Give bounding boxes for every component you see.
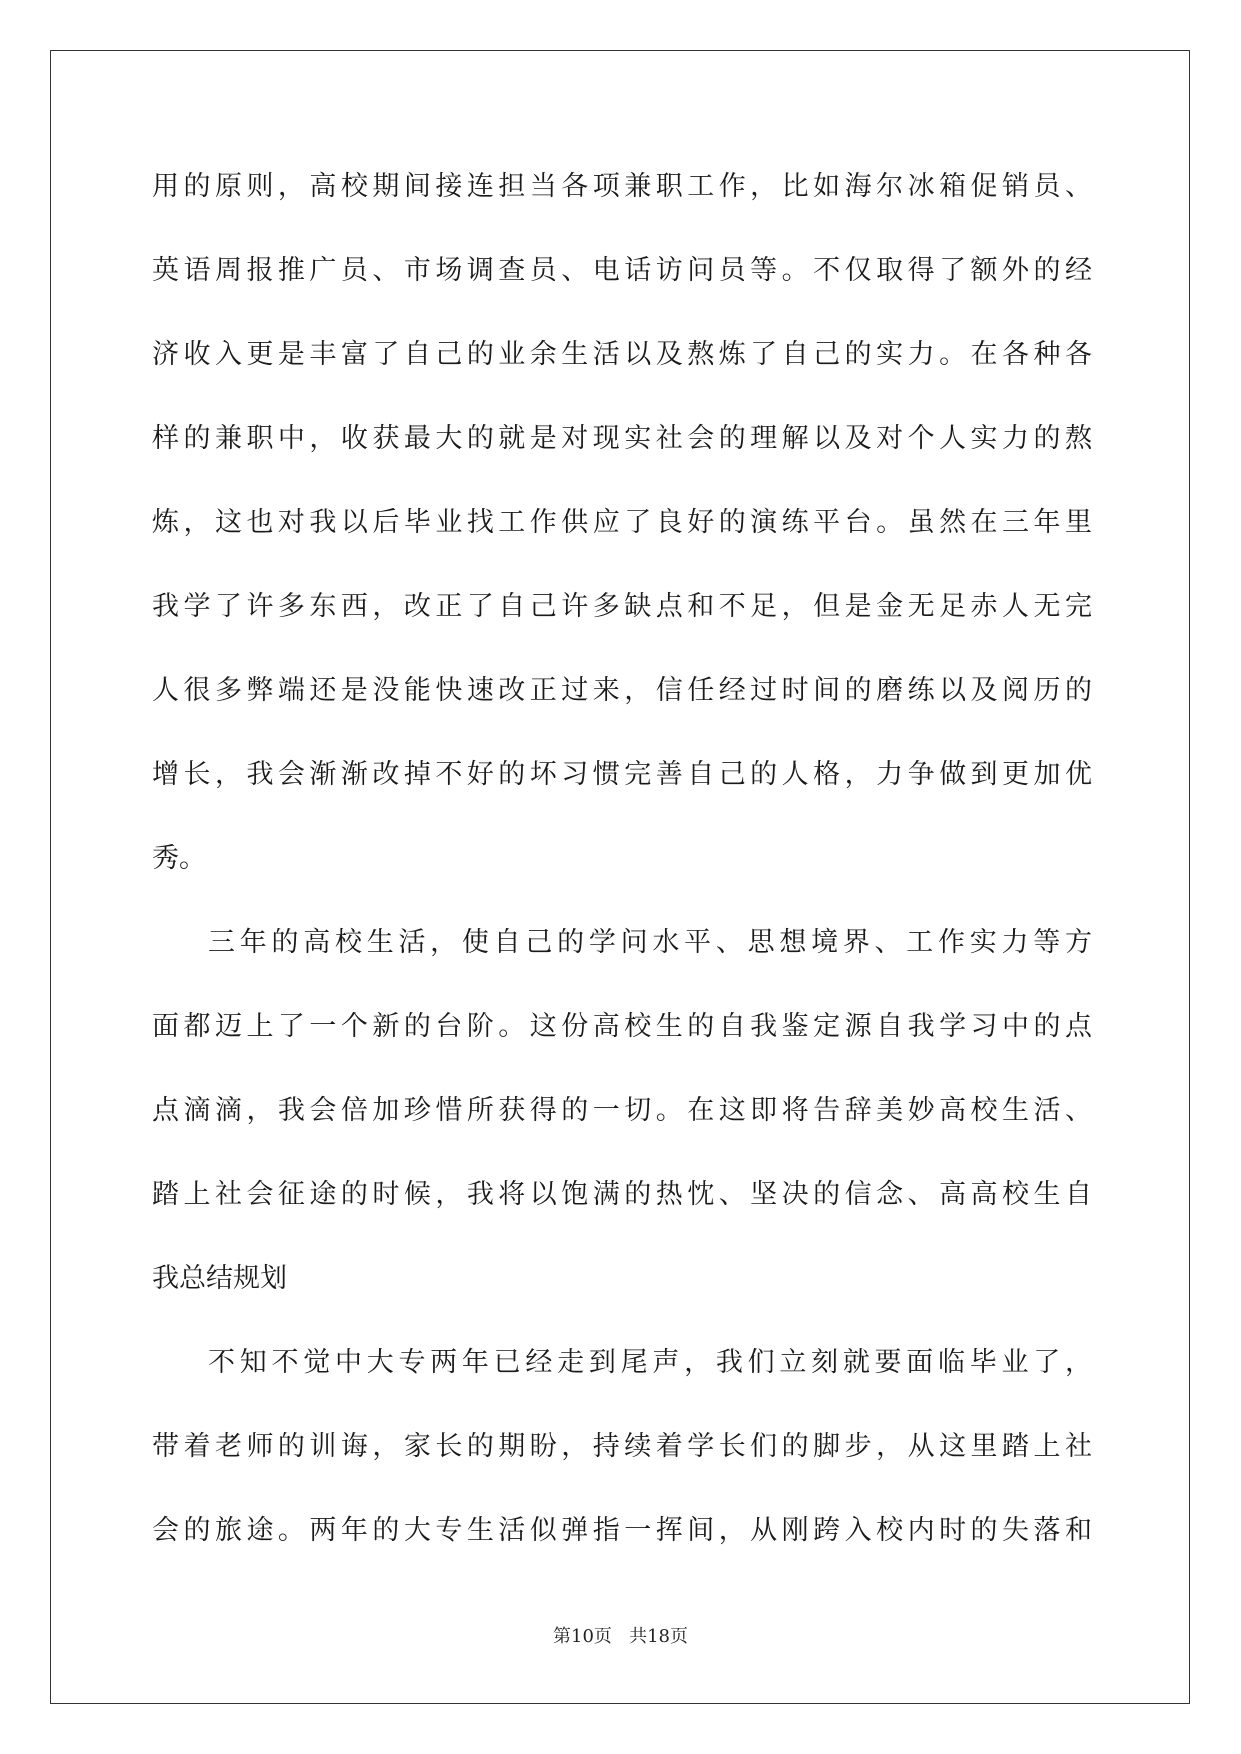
footer-spacer [612, 1626, 629, 1647]
text-line: 用的原则，高校期间接连担当各项兼职工作，比如海尔冰箱促销员、 [152, 171, 1092, 202]
page-total: 共18页 [629, 1626, 688, 1647]
text-line: 会的旅途。两年的大专生活似弹指一挥间，从刚跨入校内时的失落和 [152, 1515, 1092, 1546]
text-line: 炼，这也对我以后毕业找工作供应了良好的演练平台。虽然在三年里 [152, 507, 1092, 538]
page-number: 第10页 [553, 1626, 612, 1647]
text-line: 踏上社会征途的时候，我将以饱满的热忱、坚决的信念、高高校生自 [152, 1179, 1092, 1210]
document-body [152, 160, 1092, 1588]
paragraph [152, 160, 1092, 916]
text-line: 我学了许多东西，改正了自己许多缺点和不足，但是金无足赤人无完 [152, 591, 1092, 622]
text-line: 英语周报推广员、市场调查员、电话访问员等。不仅取得了额外的经 [152, 255, 1092, 286]
text-line: 带着老师的训诲，家长的期盼，持续着学长们的脚步，从这里踏上社 [152, 1431, 1092, 1462]
text-line: 人很多弊端还是没能快速改正过来，信任经过时间的磨练以及阅历的 [152, 675, 1092, 706]
paragraph [152, 916, 1092, 1336]
text-line: 增长，我会渐渐改掉不好的坏习惯完善自己的人格，力争做到更加优 [152, 759, 1092, 790]
page-footer [0, 1622, 1241, 1648]
text-line: 三年的高校生活，使自己的学问水平、思想境界、工作实力等方 [208, 927, 1092, 958]
text-line: 我总结规划 [152, 1263, 287, 1294]
paragraph [152, 1336, 1092, 1588]
text-line: 济收入更是丰富了自己的业余生活以及熬炼了自己的实力。在各种各 [152, 339, 1092, 370]
text-line: 样的兼职中，收获最大的就是对现实社会的理解以及对个人实力的熬 [152, 423, 1092, 454]
text-line: 点滴滴，我会倍加珍惜所获得的一切。在这即将告辞美妙高校生活、 [152, 1095, 1092, 1126]
text-line: 秀。 [152, 843, 206, 874]
text-line: 面都迈上了一个新的台阶。这份高校生的自我鉴定源自我学习中的点 [152, 1011, 1092, 1042]
text-line: 不知不觉中大专两年已经走到尾声，我们立刻就要面临毕业了， [208, 1347, 1092, 1378]
